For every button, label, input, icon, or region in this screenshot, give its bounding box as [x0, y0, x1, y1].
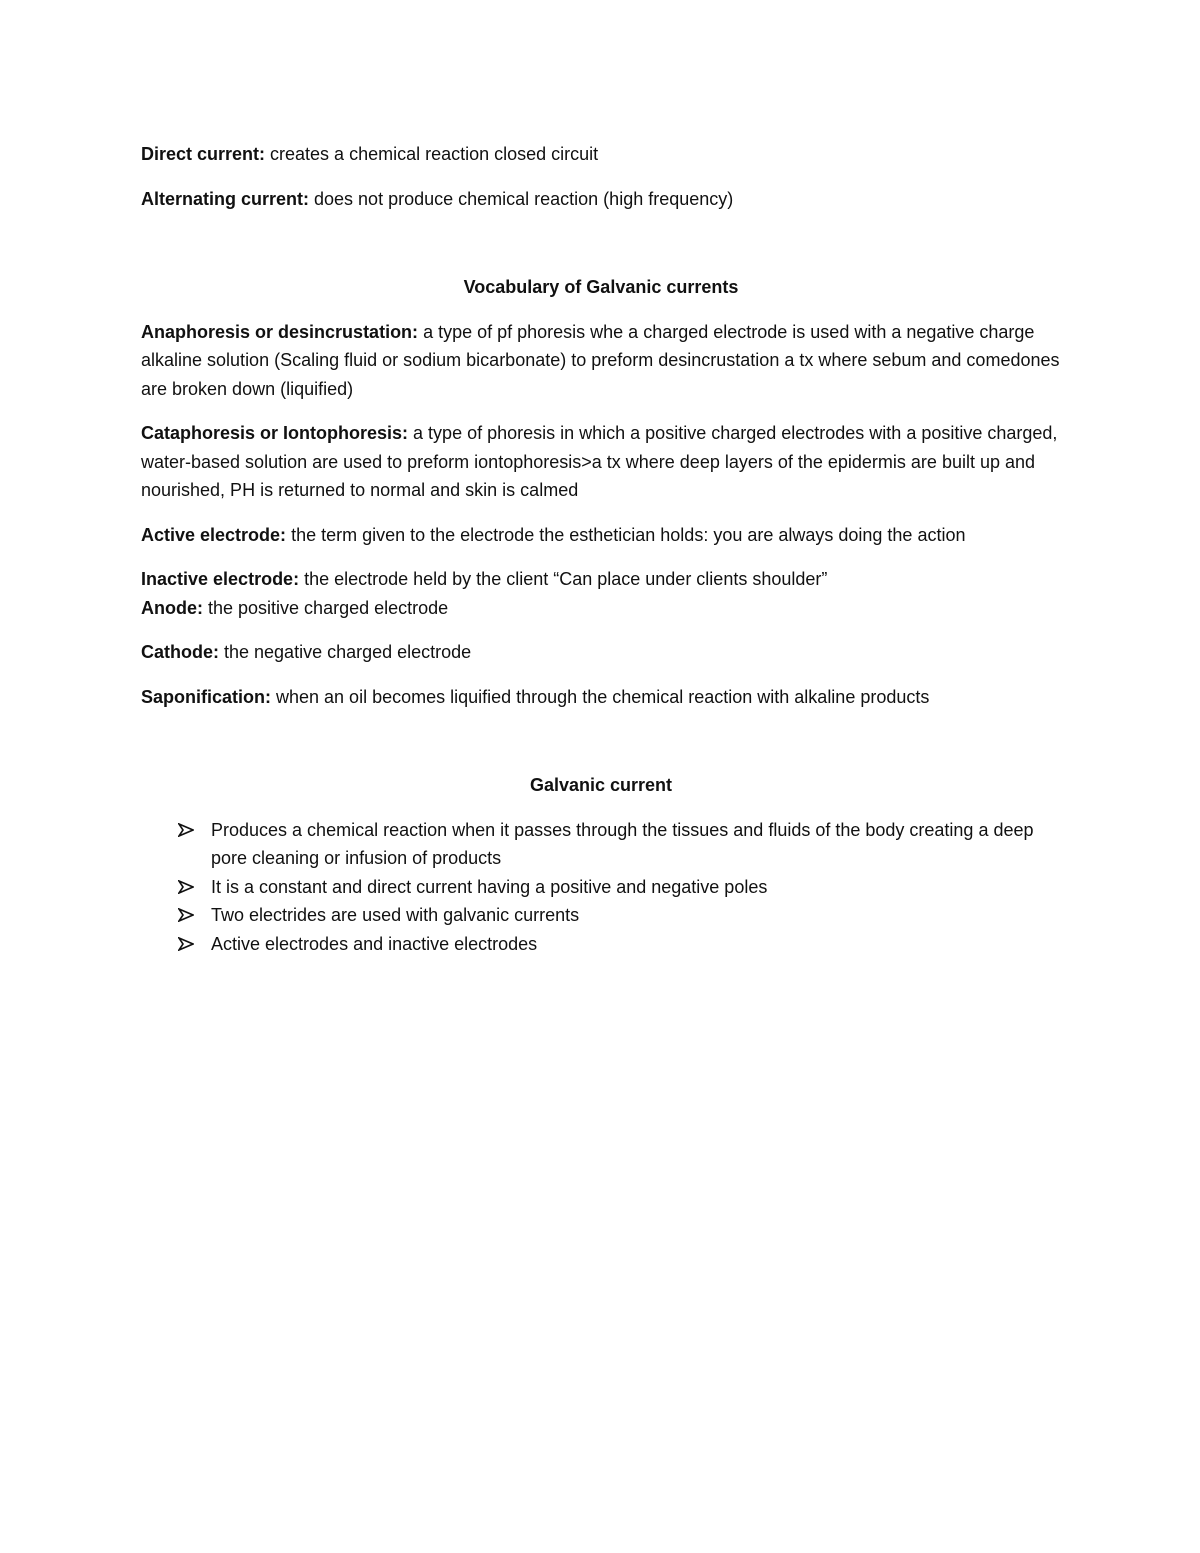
spacer [141, 727, 1061, 771]
definition-direct-current [141, 140, 1061, 169]
definition-text: when an oil becomes liquified through the chemical reaction with alkaline products [271, 686, 930, 707]
definition-anode [141, 594, 1061, 623]
definition-term: Active electrode: [141, 524, 287, 545]
definition-term: Anaphoresis or desincrustation: [141, 321, 419, 342]
definition-term: Cataphoresis or Iontophoresis: [141, 423, 409, 443]
definition-text: the term given to the electrode the esthetician holds: you are always doing the action [286, 524, 966, 545]
list-item-text: Produces a chemical reaction when it passes through the tissues and fluids of the body creating a deep pore cleaning or infusion of products [211, 819, 1034, 868]
definition-active-electrode [141, 521, 1061, 550]
arrowhead-bullet-icon [178, 816, 198, 844]
definition-text: a type of pf phoresis whe a charged electrode is used with a negative charge alkaline solution (Scaling fluid or sodium bicarbonate) to preform desincrustation a tx where sebum and comedones are broken down (liquified) [141, 321, 1060, 399]
definition-text: the negative charged electrode [219, 642, 472, 662]
document-page [141, 140, 1061, 958]
definition-term: Saponification: [141, 686, 271, 707]
definition-term: Anode: [141, 597, 203, 618]
list-item-text: It is a constant and direct current having a positive and negative poles [211, 876, 768, 897]
list-item-text: Active electrodes and inactive electrodes [211, 933, 538, 954]
arrowhead-bullet-icon [178, 930, 198, 958]
definition-term: Inactive electrode: [141, 569, 300, 589]
list-item [178, 873, 1061, 902]
definition-text: the electrode held by the client “Can place under clients shoulder” [299, 569, 828, 589]
galvanic-current-heading: Galvanic current [529, 775, 673, 795]
definition-cathode [141, 638, 1061, 667]
definition-saponification [141, 683, 1061, 712]
definition-text: the positive charged electrode [203, 597, 449, 618]
list-item-text: Two electrides are used with galvanic currents [211, 905, 580, 925]
definition-anaphoresis [141, 318, 1061, 404]
definition-term: Direct current: [141, 144, 266, 164]
galvanic-bullet-list [141, 816, 1061, 959]
spacer [141, 229, 1061, 273]
definition-inactive-electrode [141, 565, 1061, 594]
list-item [178, 816, 1061, 873]
definition-text: does not produce chemical reaction (high frequency) [309, 188, 734, 209]
arrowhead-bullet-icon [178, 873, 198, 901]
definition-text: creates a chemical reaction closed circuit [265, 144, 599, 164]
definition-text: a type of phoresis in which a positive charged electrodes with a positive charged, water-based solution are used to preform iontophoresis>a tx where deep layers of the epidermis are built up and nourished, PH is returned to normal and skin is calmed [141, 423, 1058, 500]
list-item [178, 901, 1061, 930]
definition-term: Cathode: [141, 642, 219, 662]
definition-alternating-current [141, 185, 1061, 214]
arrowhead-bullet-icon [178, 901, 198, 929]
definition-term: Alternating current: [141, 188, 310, 209]
list-item [178, 930, 1061, 959]
vocabulary-heading: Vocabulary of Galvanic currents [463, 277, 739, 297]
definition-cataphoresis [141, 419, 1061, 505]
